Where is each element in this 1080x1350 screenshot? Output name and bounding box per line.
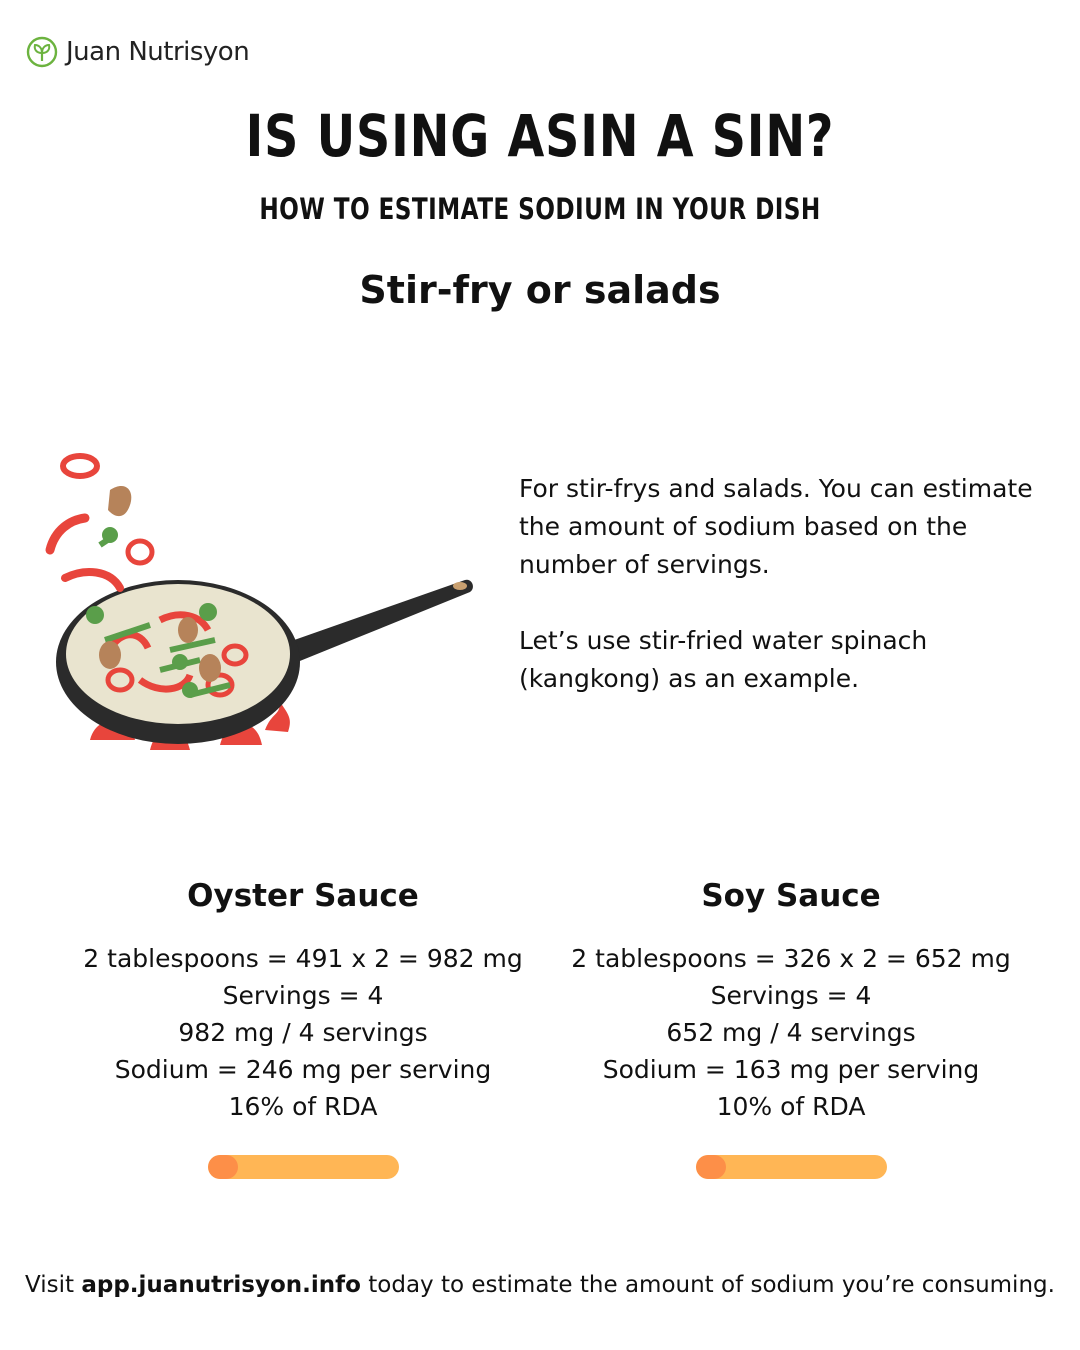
footer-suffix: today to estimate the amount of sodium you’re consuming. <box>360 1272 1055 1298</box>
brand <box>26 36 249 68</box>
page-title: IS USING ASIN A SIN? <box>245 102 835 170</box>
intro-paragraph-1: For stir-frys and salads. You can estimate the amount of sodium based on the number of servings. <box>519 474 1033 579</box>
section-heading: Stir-fry or salads <box>359 268 721 312</box>
rda-progress-bar <box>208 1155 399 1179</box>
card-rda: 10% of RDA <box>716 1092 866 1121</box>
rda-progress-fill <box>208 1155 239 1179</box>
rda-progress-bar <box>696 1155 887 1179</box>
card-line: 982 mg / 4 servings <box>178 1018 428 1047</box>
page-subtitle: HOW TO ESTIMATE SODIUM IN YOUR DISH <box>259 192 821 226</box>
frying-pan-vegetables-icon <box>40 440 480 760</box>
brand-name: Juan Nutrisyon <box>66 37 250 67</box>
soy-sauce-card <box>556 878 1026 1179</box>
oyster-sauce-card <box>68 878 538 1179</box>
card-line: Servings = 4 <box>222 981 384 1010</box>
rda-progress-fill <box>696 1155 726 1179</box>
card-line: Servings = 4 <box>710 981 872 1010</box>
footer-text <box>0 1272 1080 1298</box>
card-line: 2 tablespoons = 491 x 2 = 982 mg <box>83 944 523 973</box>
footer-link[interactable]: app.juanutrisyon.info <box>81 1272 361 1298</box>
card-title: Soy Sauce <box>701 878 881 914</box>
card-line: Sodium = 163 mg per serving <box>602 1055 980 1084</box>
card-line: Sodium = 246 mg per serving <box>114 1055 492 1084</box>
card-rda: 16% of RDA <box>228 1092 378 1121</box>
intro-text <box>519 470 1049 736</box>
intro-paragraph-2: Let’s use stir-fried water spinach (kangkong) as an example. <box>519 626 928 693</box>
footer-prefix: Visit <box>25 1272 82 1298</box>
leaf-logo-icon <box>26 36 58 68</box>
card-line: 2 tablespoons = 326 x 2 = 652 mg <box>571 944 1011 973</box>
card-title: Oyster Sauce <box>187 878 419 914</box>
card-line: 652 mg / 4 servings <box>666 1018 916 1047</box>
